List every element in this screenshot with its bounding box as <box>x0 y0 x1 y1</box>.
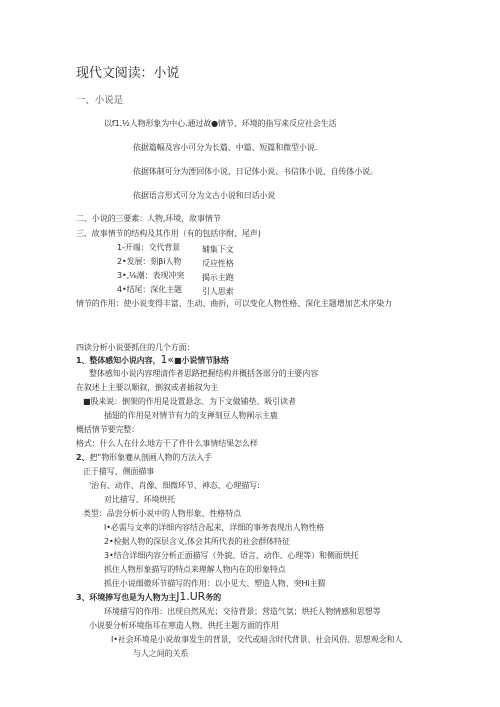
point-1-heading <box>76 354 229 366</box>
point-1-text-f: 格式：什么人在什么地方干了件什么事情结果怎么样 <box>76 439 258 448</box>
point-1-title: ■小说情节脉络 <box>174 356 229 365</box>
plot-function-3: 揭示主跑 <box>202 273 234 282</box>
point-2-number: 2、 <box>76 453 90 462</box>
section-heading-1: 一、小说是 <box>76 95 124 106</box>
point-1-big-glyph: 1« <box>160 353 174 366</box>
novel-definition: 以f1.½人物形象为中心.通过故●情节、环境的指写来反应社会生活 <box>104 119 337 128</box>
point-2-text-c: 对比描写、环境烘托 <box>104 495 176 504</box>
point-1-text-c: ■股来说：倒架的作用是设置悬念、为下文做铺垫、吸引读者 <box>83 397 296 406</box>
point-2-title: 把”物形象蹇从剖画人物的方法入手 <box>89 453 212 462</box>
point-2-text-h: 抓住人物形象描写的特点来理解人物内在的形象特点 <box>104 565 286 574</box>
plot-effect: 情节的作用：使小说变得丰富、生动、曲折，可以变化人物性格、深化主题增加艺术序染力 <box>76 299 392 308</box>
plot-stage-1: 1-开端：交代背景 <box>117 243 181 252</box>
point-3-text-a: 环境描写的作用：出现自然风光；交待背景；营造气氛；烘托人物情感和思想等 <box>104 607 381 616</box>
plot-stage-2: 2•发展：刻βi人物 <box>117 257 182 266</box>
page-title: 现代文阅读：小说 <box>76 66 180 81</box>
point-1-text-e: 概括情节要完整： <box>76 425 140 434</box>
point-3-title: 3、环境捧写也是为人物为主 <box>76 593 177 602</box>
plot-stage-3: 3•,⅛潮：表现冲突 <box>117 271 185 280</box>
point-2-text-f: 2•检据人物的深层含义,体会其所代表的社会群体特征 <box>104 537 290 546</box>
point-1-text-b: 在叙述上主要以顺叙，倒叙或者插叙为主 <box>76 383 219 392</box>
point-3-text-c: I•社会环境是小说故事发生的背景，交代或暗含时代背景、社会风俗、思想观念和人 <box>111 635 403 644</box>
classification-by-form: 依据体制可分为湮回体小说、日记体小说、书信体小说、自传体小说。 <box>133 167 378 176</box>
point-1-text-a: 整体感知小说内容理清作者思路把握结构并概括各部分的主要内容 <box>89 369 319 378</box>
point-3-big-glyph: J1.UR <box>176 590 206 603</box>
point-2-heading <box>76 452 212 463</box>
plot-function-1: 辅集下文 <box>202 245 234 254</box>
point-2-text-g: 3•结合详细内容分析正面描写（外貌、语言、动作、心理等）和侧面烘托 <box>104 551 359 560</box>
point-3-title-end: 务的 <box>205 593 222 602</box>
section-heading-2: 二、小说的三要素：人物,环境，故事情节 <box>76 214 221 223</box>
plot-stage-4: 4•结尾：深化主题 <box>117 285 182 294</box>
section-heading-4: 四读分析小说要抓住的几个方面： <box>76 343 195 352</box>
plot-function-4: 引人思索 <box>202 287 234 296</box>
point-2-text-e: I•必需与文率的详细内容结合起来，详细的事务表现出人物性格 <box>104 523 325 532</box>
point-2-text-i: 抓住小说细微环节描写的作用：以小见大、塑造人物、突Hi主猬 <box>104 579 326 588</box>
point-2-text-a: 正于描写、侧面描事 <box>83 467 155 476</box>
classification-by-language: 依据语言形式可分为文古小说和曰话小说 <box>133 191 276 200</box>
point-1-number: 1、整体感知小说内容， <box>76 356 161 365</box>
point-3-heading <box>76 591 221 603</box>
point-2-text-d: 类型：品尝分析小说中的人物形象、性格特点 <box>83 509 241 518</box>
classification-by-length: 依据篇幅及容小可分为长篇、中篇、短篇和微型小说. <box>133 143 318 152</box>
point-2-text-b: '治有、动作、肖像、细微环节、神态、心理描写: <box>89 481 260 490</box>
section-heading-3: 三、故事情节的结构及其作用（有的包括序酎、尾声) <box>76 229 261 238</box>
point-3-text-d: 与人之间的关系 <box>133 649 189 658</box>
point-1-text-d: 插翅的作用是对情节有力的支禅刻豆人物阐示主鹿 <box>104 411 278 420</box>
point-3-text-b: 小说要分析环境指耳在寒造人物、供托主题方面的作用 <box>89 621 279 630</box>
plot-function-2: 反应性格 <box>202 259 234 268</box>
